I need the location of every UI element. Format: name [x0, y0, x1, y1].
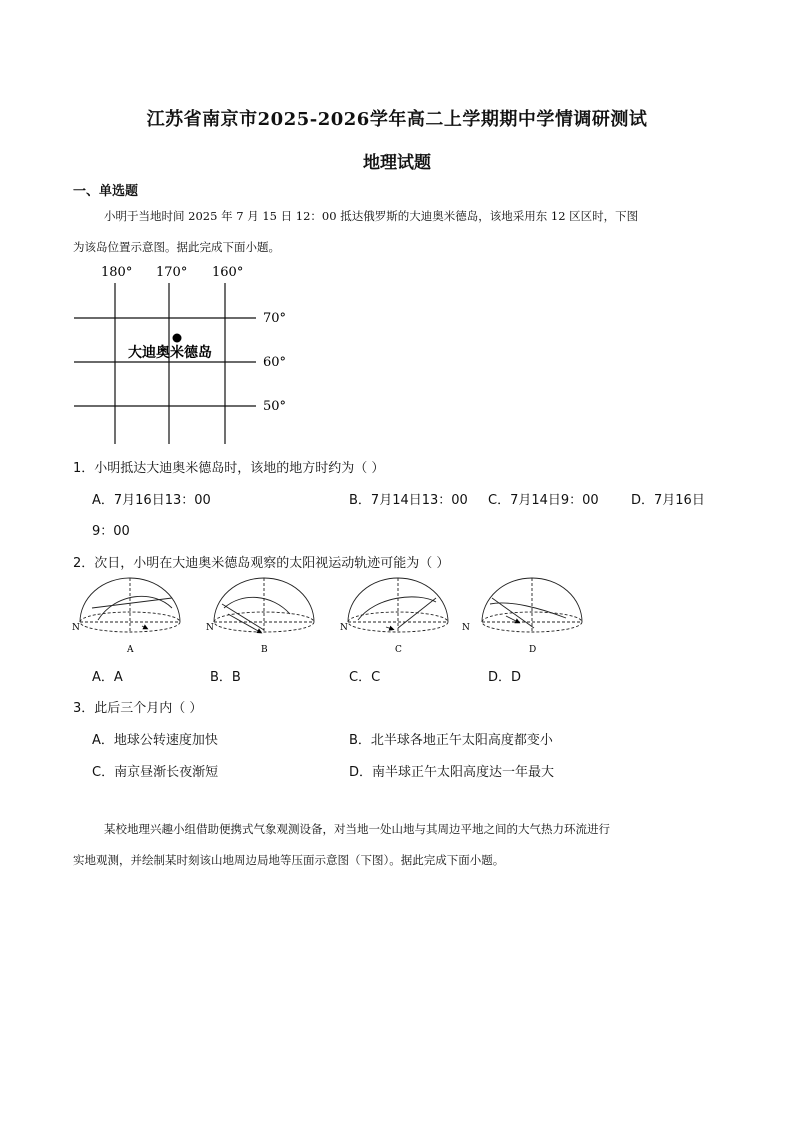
q2-option-a[interactable]: A．A [92, 670, 123, 685]
sun-path-diagram-c[interactable] [348, 578, 448, 632]
lat-label-70: 70° [263, 311, 287, 326]
passage1-line2: 为该岛位置示意图。据此完成下面小题。 [73, 240, 280, 254]
lon-label-160: 160° [212, 265, 244, 280]
q1-option-d[interactable]: D．7月16日 [631, 493, 705, 508]
q3-option-a[interactable]: A．地球公转速度加快 [92, 733, 218, 748]
north-label-c: N [340, 623, 348, 633]
page-title: 江苏省南京市2025-2026学年高二上学期期中学情调研测试 [146, 109, 648, 130]
north-label-d: N [462, 623, 470, 633]
island-label: 大迪奥米德岛 [128, 345, 212, 361]
diagram-label-b: B [261, 645, 268, 655]
island-location-map [70, 258, 300, 448]
q3-option-d[interactable]: D．南半球正午太阳高度达一年最大 [349, 765, 555, 780]
q1-stem: 1．小明抵达大迪奥米德岛时，该地的地方时约为（ ） [73, 461, 385, 476]
diagram-label-a: A [127, 645, 134, 655]
q1-option-b[interactable]: B．7月14日13：00 [349, 493, 468, 508]
q2-stem: 2．次日，小明在大迪奥米德岛观察的太阳视运动轨迹可能为（ ） [73, 556, 450, 571]
sun-path-diagram-a[interactable] [80, 578, 180, 632]
sun-path-diagram-b[interactable] [214, 578, 314, 632]
q3-option-c[interactable]: C．南京昼渐长夜渐短 [92, 765, 219, 780]
sun-path-diagram-d[interactable] [482, 578, 582, 632]
section-heading: 一、单选题 [73, 184, 139, 199]
lon-label-180: 180° [101, 265, 133, 280]
island-marker [173, 334, 182, 343]
passage1-line1: 小明于当地时间 2025 年 7 月 15 日 12：00 抵达俄罗斯的大迪奥米德岛，该地采用东 12 区区时，下图 [104, 209, 639, 223]
passage2-line2: 实地观测，并绘制某时刻该山地周边局地等压面示意图（下图）。据此完成下面小题。 [73, 853, 505, 867]
north-label-a: N [72, 623, 80, 633]
q1-option-a[interactable]: A．7月16日13：00 [92, 493, 211, 508]
q1-option-c[interactable]: C．7月14日9：00 [488, 493, 599, 508]
q2-option-c[interactable]: C．C [349, 670, 381, 685]
sun-path-diagrams [68, 574, 748, 656]
q3-stem: 3．此后三个月内（ ） [73, 701, 203, 716]
diagram-label-d: D [529, 645, 537, 655]
lat-label-50: 50° [263, 399, 287, 414]
passage2-line1: 某校地理兴趣小组借助便携式气象观测设备，对当地一处山地与其周边平地之间的大气热力环流进行 [104, 822, 610, 836]
north-label-b: N [206, 623, 214, 633]
page-subtitle: 地理试题 [363, 153, 431, 173]
q2-option-b[interactable]: B．B [210, 670, 241, 685]
q3-option-b[interactable]: B．北半球各地正午太阳高度都变小 [349, 733, 553, 748]
diagram-label-c: C [395, 645, 402, 655]
q2-option-d[interactable]: D．D [488, 670, 522, 685]
lon-label-170: 170° [156, 265, 188, 280]
lat-label-60: 60° [263, 355, 287, 370]
q1-option-d-continued: 9：00 [92, 524, 130, 539]
